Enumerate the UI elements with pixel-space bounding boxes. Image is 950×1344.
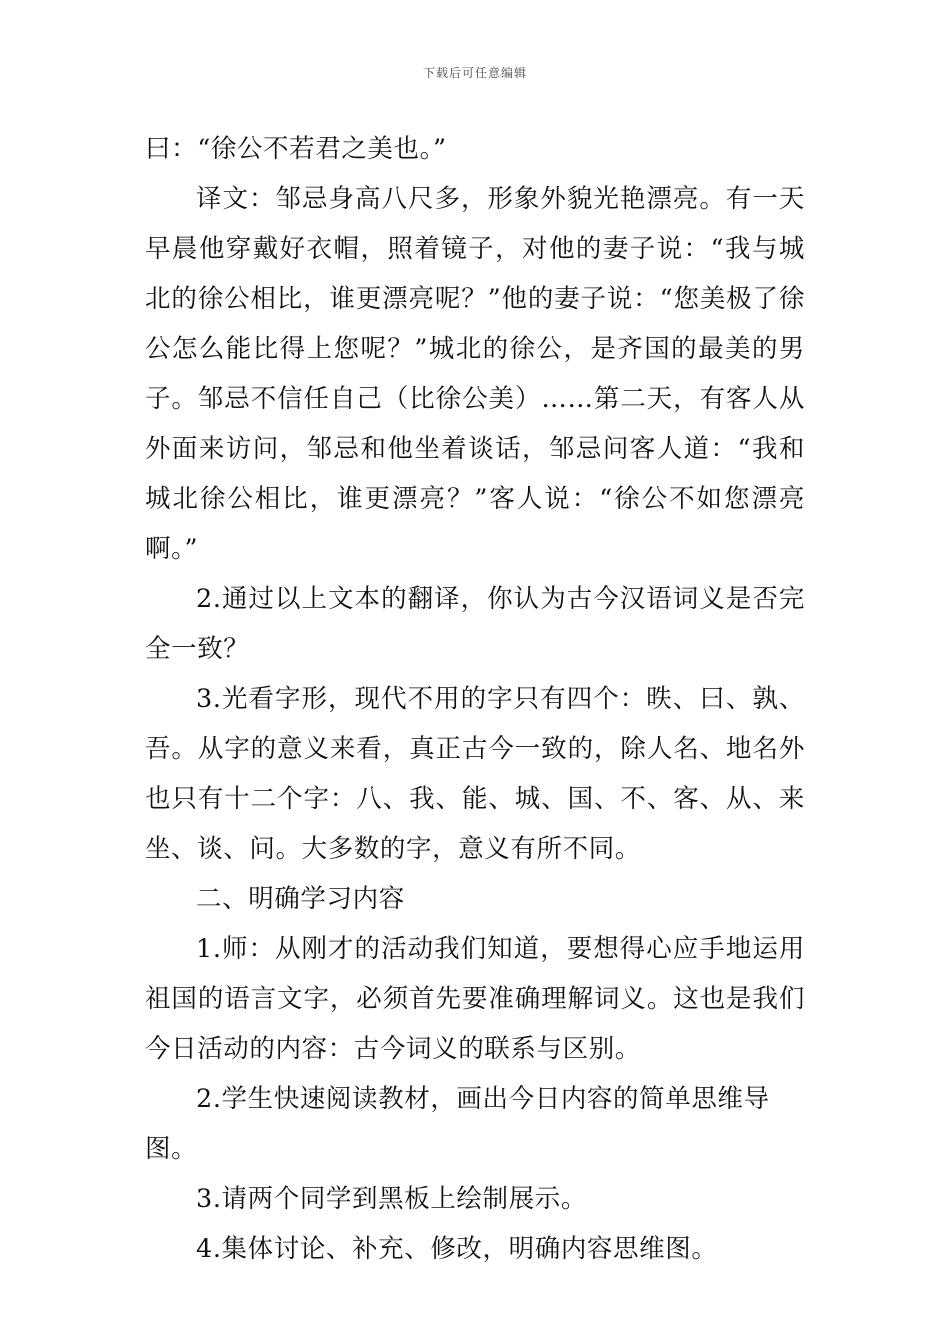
paragraph-quote-end: 曰：“徐公不若君之美也。”: [145, 134, 447, 164]
section-heading: 二、明确学习内容: [196, 884, 405, 914]
paragraph-translation: 译文：邹忌身高八尺多，形象外貌光艳漂亮。有一天早晨他穿戴好衣帽，照着镜子，对他的妻子说：“我与城北的徐公相比，谁更漂亮呢？”他的妻子说：“您美极了徐公怎么能比得上您呢？”城北的徐公，是齐国的最美的男子。邹忌不信任自己（比徐公美）……第二天，有客人从外面来访问，邹忌和他坐着谈话，邹忌问客人道：“我和城北徐公相比，谁更漂亮？”客人说：“徐公不如您漂亮啊。”: [145, 184, 805, 564]
page-header: 下载后可任意编辑: [422, 66, 527, 80]
paragraph-step-2: 2.学生快速阅读教材，画出今日内容的简单思维导图。: [145, 1084, 770, 1164]
paragraph-step-1: 1.师：从刚才的活动我们知道，要想得心应手地运用祖国的语言文字，必须首先要准确理解词义。这也是我们今日活动的内容：古今词义的联系与区别。: [145, 934, 805, 1064]
paragraph-point-3: 3.光看字形，现代不用的字只有四个：昳、曰、孰、吾。从字的意义来看，真正古今一致的，除人名、地名外也只有十二个字：八、我、能、城、国、不、客、从、来坐、谈、问。大多数的字，意义有所不同。: [145, 684, 805, 864]
document-body: [145, 124, 805, 1274]
paragraph-question-2: 2.通过以上文本的翻译，你认为古今汉语词义是否完全一致？: [145, 584, 805, 664]
paragraph-step-4: 4.集体讨论、补充、修改，明确内容思维图。: [196, 1234, 718, 1264]
paragraph-step-3: 3.请两个同学到黑板上绘制展示。: [196, 1184, 587, 1214]
